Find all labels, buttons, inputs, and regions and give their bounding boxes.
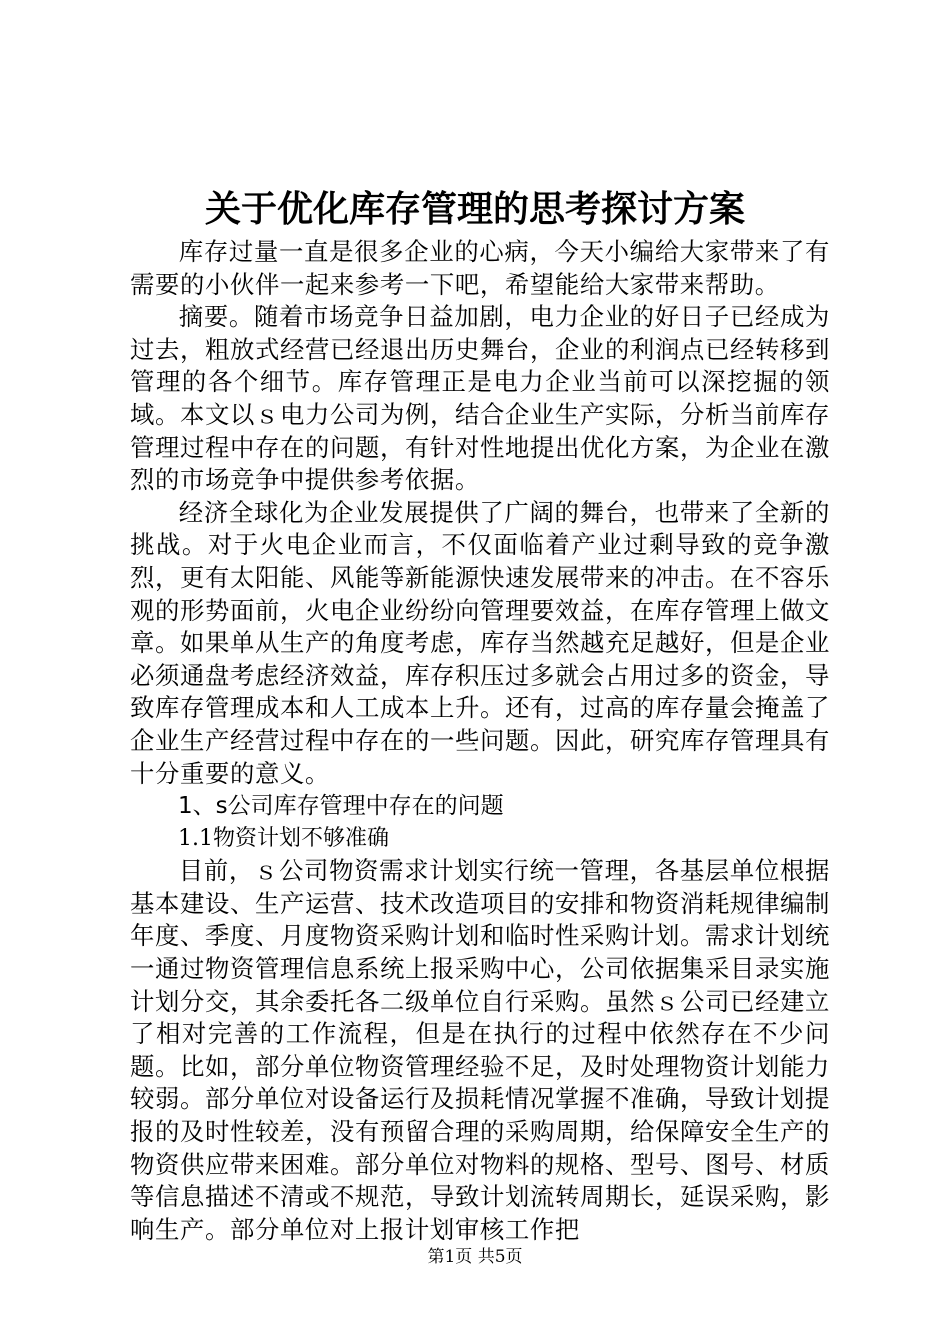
subsection-heading: 1.1物资计划不够准确 xyxy=(178,825,389,851)
page-number-footer: 第1页 共5页 xyxy=(427,1247,523,1267)
document-title: 关于优化库存管理的思考探讨方案 xyxy=(204,188,745,230)
document-body xyxy=(130,236,830,1246)
abstract-paragraph: 摘要。随着市场竞争日益加剧，电力企业的好日子已经成为过去，粗放式经营已经退出历史舞台，企业的利润点已经转移到管理的各个细节。库存管理正是电力企业当前可以深挖掘的领域。本文以ｓ电力公司为例，结合企业生产实际，分析当前库存管理过程中存在的问题，有针对性地提出优化方案，为企业在激烈的市场竞争中提供参考依据。 xyxy=(130,302,830,495)
background-paragraph: 经济全球化为企业发展提供了广阔的舞台，也带来了全新的挑战。对于火电企业而言，不仅面临着产业过剩导致的竞争激烈，更有太阳能、风能等新能源快速发展带来的冲击。在不容乐观的形势面前，火电企业纷纷向管理要效益，在库存管理上做文章。如果单从生产的角度考虑，库存当然越充足越好，但是企业必须通盘考虑经济效益，库存积压过多就会占用过多的资金，导致库存管理成本和人工成本上升。还有，过高的库存量会掩盖了企业生产经营过程中存在的一些问题。因此，研究库存管理具有十分重要的意义。 xyxy=(130,497,830,788)
intro-paragraph: 库存过量一直是很多企业的心病，今天小编给大家带来了有需要的小伙伴一起来参考一下吧，希望能给大家带来帮助。 xyxy=(130,237,830,299)
section-heading: 1、s公司库存管理中存在的问题 xyxy=(178,793,504,820)
section-paragraph: 目前，ｓ公司物资需求计划实行统一管理，各基层单位根据基本建设、生产运营、技术改造项目的安排和物资消耗规律编制年度、季度、月度物资采购计划和临时性采购计划。需求计划统一通过物资管理信息系统上报采购中心，公司依据集采目录实施计划分交，其余委托各二级单位自行采购。虽然ｓ公司已经建立了相对完善的工作流程，但是在执行的过程中依然存在不少问题。比如，部分单位物资管理经验不足，及时处理物资计划能力较弱。部分单位对设备运行及损耗情况掌握不准确，导致计划提报的及时性较差，没有预留合理的采购周期，给保障安全生产的物资供应带来困难。部分单位对物料的规格、型号、图号、材质等信息描述不清或不规范，导致计划流转周期长，延误采购，影响生产。部分单位对上报计划审核工作把 xyxy=(130,856,830,1244)
